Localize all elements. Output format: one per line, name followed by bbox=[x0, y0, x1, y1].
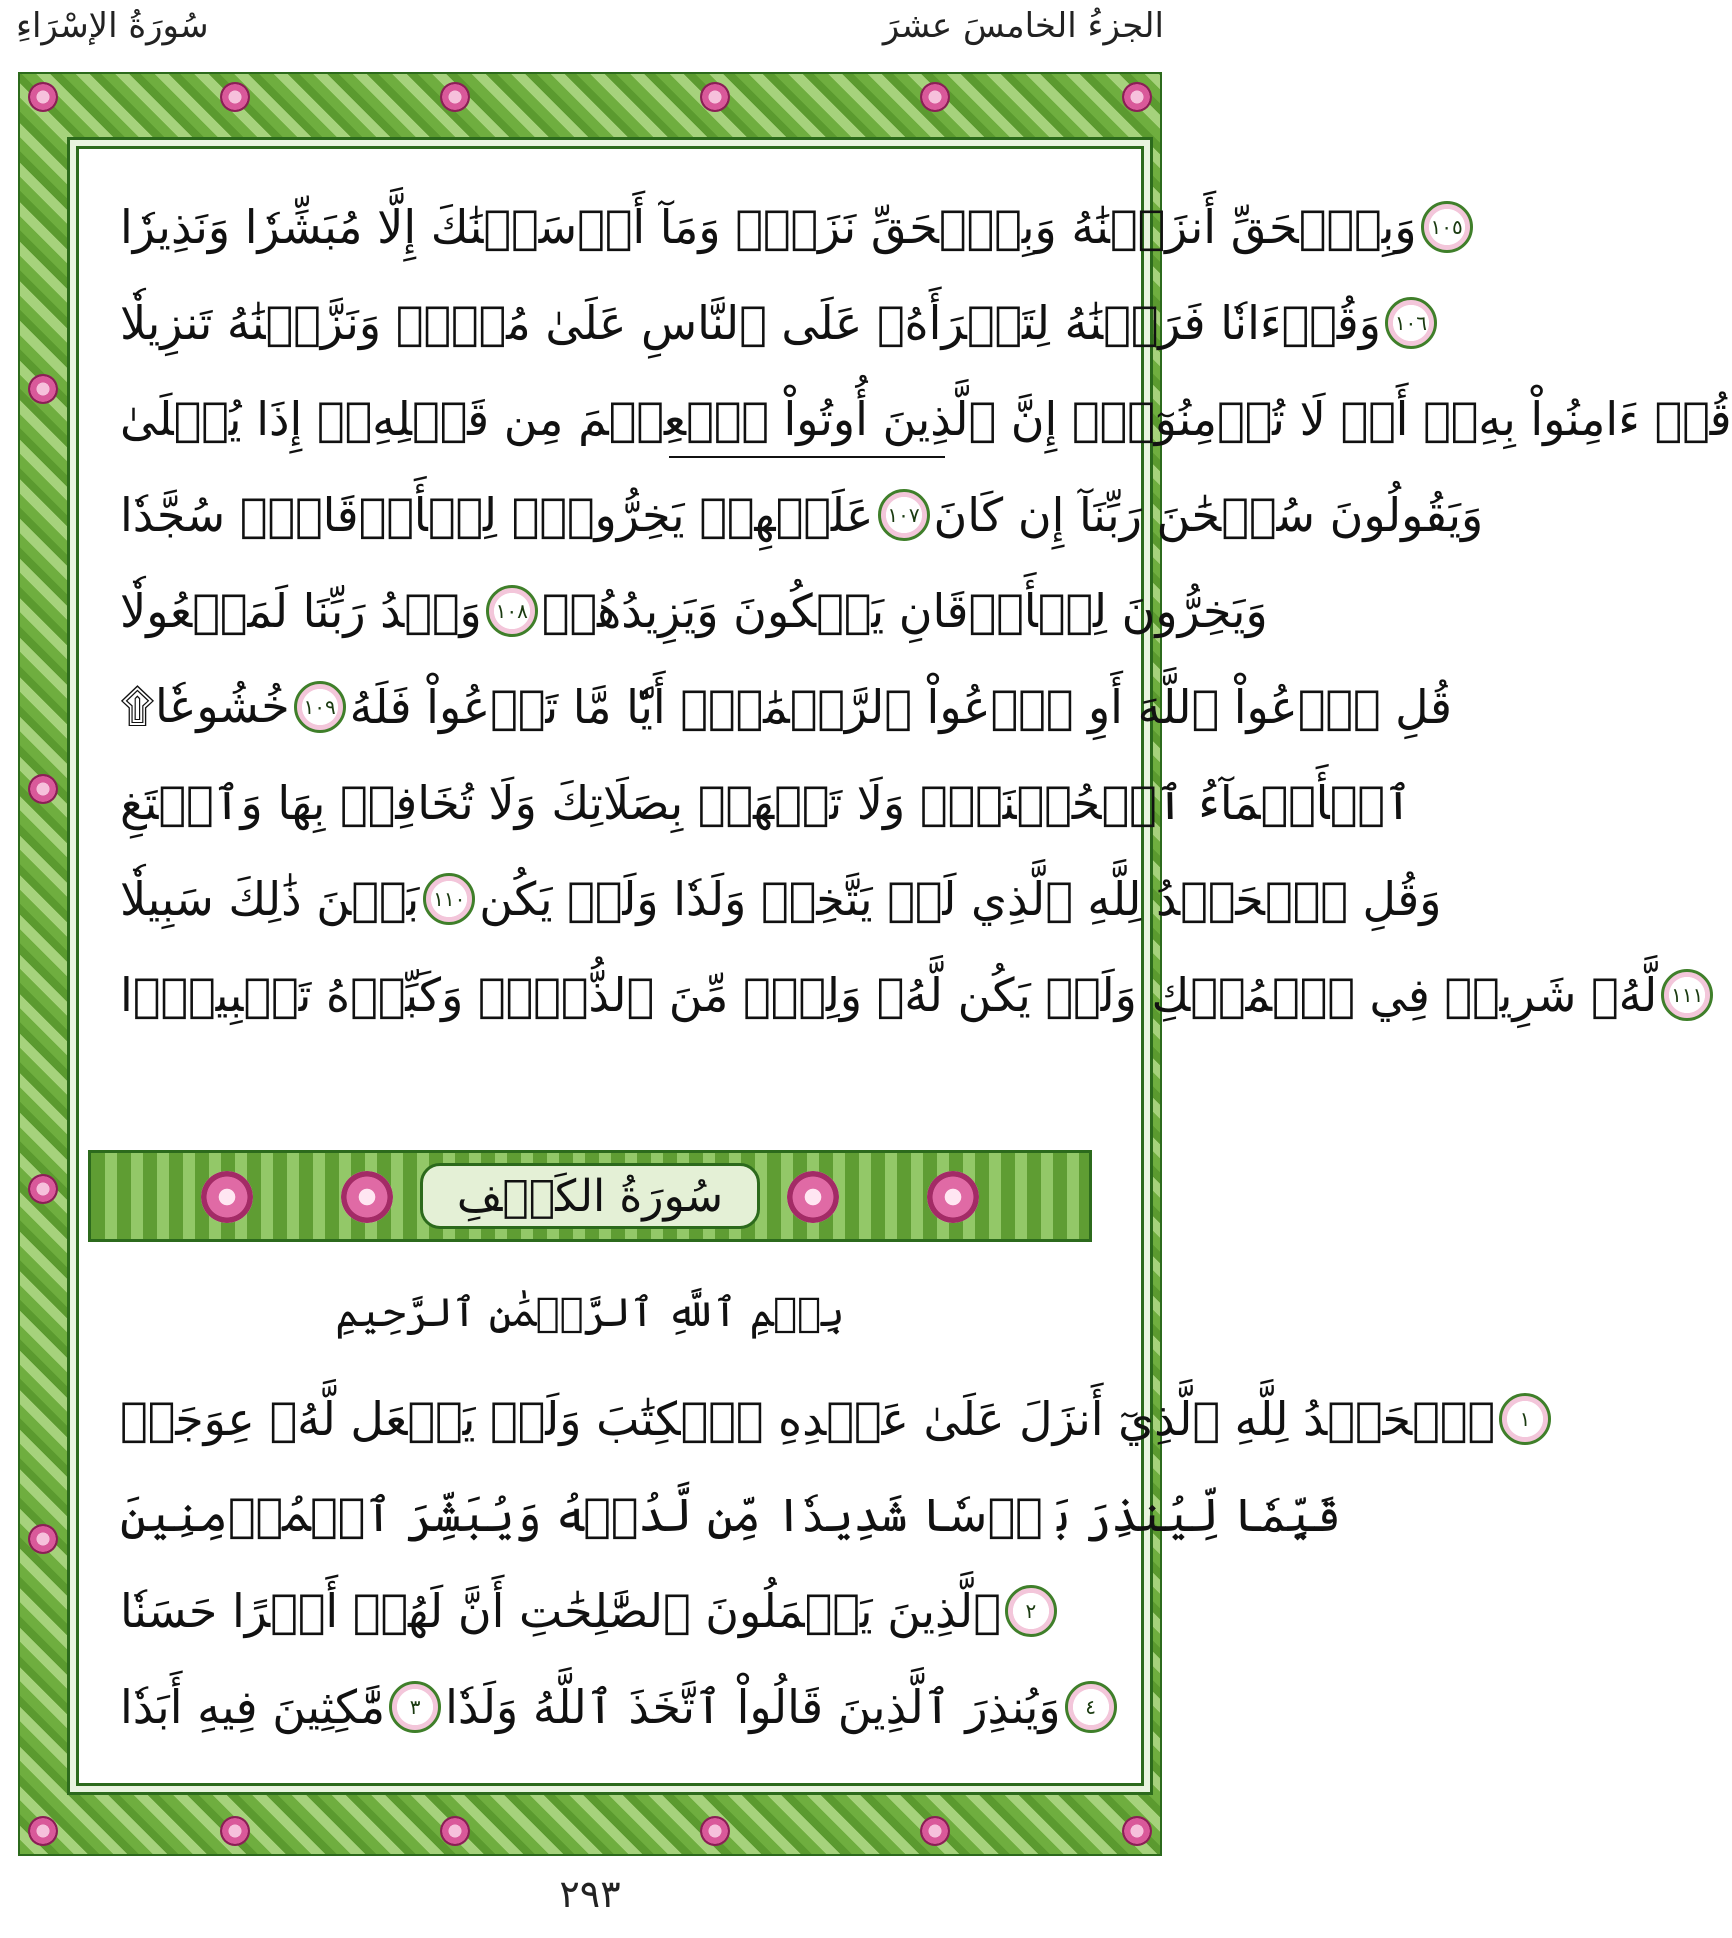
border-rosette-icon bbox=[440, 82, 470, 112]
page-header bbox=[0, 0, 1180, 64]
verse-text: وَيَقُولُونَ سُبۡحَٰنَ رَبِّنَآ إِن كَانَ bbox=[933, 488, 1484, 542]
verse-text: وَقُلِ ٱلۡحَمۡدُ لِلَّهِ ٱلَّذِي لَمۡ يَتَّخِذۡ وَلَدٗا وَلَمۡ يَكُن bbox=[479, 872, 1442, 926]
border-rosette-icon bbox=[28, 1174, 58, 1204]
verse-text: خُشُوعٗا۩ bbox=[120, 679, 290, 733]
basmala: بِسۡمِ ٱللَّهِ ٱلرَّحۡمَٰنِ ٱلرَّحِيمِ bbox=[335, 1290, 845, 1336]
verse-line bbox=[120, 480, 1484, 550]
ayah-marker-icon: ١٠٦ bbox=[1385, 297, 1437, 349]
border-rosette-icon bbox=[1122, 82, 1152, 112]
ayah-marker-icon: ١٠٧ bbox=[878, 489, 930, 541]
border-rosette-icon bbox=[28, 374, 58, 404]
surah-header-banner bbox=[88, 1150, 1092, 1242]
verse-text: لَّهُۥ شَرِيكٞ فِي ٱلۡمُلۡكِ وَلَمۡ يَكُن لَّهُۥ وَلِيّٞ مِّنَ ٱلذُّلِّۖ وَكَبِّرۡهُ تَكۡبِيرَۢا bbox=[120, 968, 1658, 1022]
flower-ornament-icon bbox=[201, 1171, 253, 1223]
verse-text: وَعۡدُ رَبِّنَا لَمَفۡعُولٗا bbox=[120, 584, 482, 638]
juz-label: الجزءُ الخامسَ عشرَ bbox=[882, 6, 1164, 46]
verse-text: وَقُرۡءَانٗا فَرَقۡنَٰهُ لِتَقۡرَأَهُۥ عَلَى ٱلنَّاسِ عَلَىٰ مُكۡثٖ وَنَزَّلۡنَٰهُ تَنزِيلٗا bbox=[120, 296, 1381, 350]
verse-line bbox=[120, 864, 1442, 934]
border-rosette-icon bbox=[440, 1816, 470, 1846]
verse-line bbox=[120, 768, 1412, 838]
border-rosette-icon bbox=[28, 1816, 58, 1846]
verse-text: وَيَخِرُّونَ لِلۡأَذۡقَانِ يَبۡكُونَ وَيَزِيدُهُمۡ bbox=[541, 584, 1268, 638]
border-rosette-icon bbox=[28, 82, 58, 112]
surah-title: سُورَةُ الكَهۡفِ bbox=[420, 1163, 760, 1229]
verse-line bbox=[120, 576, 1268, 646]
ayah-marker-icon: ٤ bbox=[1065, 1681, 1117, 1733]
border-rosette-icon bbox=[1122, 1816, 1152, 1846]
ayah-marker-icon: ١١١ bbox=[1661, 969, 1713, 1021]
verse-text: وَبِٱلۡحَقِّ أَنزَلۡنَٰهُ وَبِٱلۡحَقِّ نَزَلَۗ وَمَآ أَرۡسَلۡنَٰكَ إِلَّا مُبَشِّرٗا وَنَذِيرٗا bbox=[120, 200, 1417, 254]
verse-text: مَّٰكِثِينَ فِيهِ أَبَدٗا bbox=[120, 1680, 386, 1734]
verse-text: عَلَيۡهِمۡ يَخِرُّونَۤ لِلۡأَذۡقَانِۤ سُجَّدٗا bbox=[120, 488, 874, 542]
verse-line bbox=[120, 1384, 1531, 1454]
border-rosette-icon bbox=[700, 1816, 730, 1846]
verse-line bbox=[120, 960, 1704, 1030]
verse-line bbox=[120, 1576, 1060, 1646]
verse-line bbox=[120, 1672, 1096, 1742]
border-rosette-icon bbox=[28, 1524, 58, 1554]
surah-label: سُورَةُ الإسْرَاءِ bbox=[16, 6, 209, 46]
border-rosette-icon bbox=[220, 82, 250, 112]
verse-text: ٱلَّذِينَ يَعۡمَلُونَ ٱلصَّٰلِحَٰتِ أَنَّ لَهُمۡ أَجۡرًا حَسَنٗا bbox=[120, 1584, 1001, 1638]
verse-text: ٱلۡأَسۡمَآءُ ٱلۡحُسۡنَىٰۚ وَلَا تَجۡهَرۡ بِصَلَاتِكَ وَلَا تُخَافِتۡ بِهَا وَٱبۡتَغِ bbox=[120, 776, 1412, 830]
verse-text: ٱلۡحَمۡدُ لِلَّهِ ٱلَّذِيٓ أَنزَلَ عَلَىٰ عَبۡدِهِ ٱلۡكِتَٰبَ وَلَمۡ يَجۡعَل لَّهُۥ عِوَجَاۜ bbox=[120, 1392, 1495, 1446]
border-rosette-icon bbox=[700, 82, 730, 112]
page-number: ٢٩٣ bbox=[559, 1872, 621, 1916]
ayah-marker-icon: ١٠٨ bbox=[486, 585, 538, 637]
verse-text: بَيۡنَ ذَٰلِكَ سَبِيلٗا bbox=[120, 872, 420, 926]
verse-text: قَيِّمٗا لِّيُنذِرَ بَأۡسٗا شَدِيدٗا مِّن لَّدُنۡهُ وَيُبَشِّرَ ٱلۡمُؤۡمِنِينَ bbox=[120, 1488, 1342, 1542]
verse-line bbox=[120, 384, 1732, 454]
verse-text: قُلِ ٱدۡعُواْ ٱللَّهَ أَوِ ٱدۡعُواْ ٱلرَّحۡمَٰنَۖ أَيّٗا مَّا تَدۡعُواْ فَلَهُ bbox=[349, 680, 1452, 734]
verse-line bbox=[120, 672, 1452, 742]
flower-ornament-icon bbox=[927, 1171, 979, 1223]
ayah-marker-icon: ١٠٩ bbox=[294, 681, 346, 733]
ayah-marker-icon: ٣ bbox=[389, 1681, 441, 1733]
ayah-marker-icon: ١١٠ bbox=[423, 873, 475, 925]
ayah-marker-icon: ١٠٥ bbox=[1421, 201, 1473, 253]
verse-line bbox=[120, 192, 1463, 262]
flower-ornament-icon bbox=[787, 1171, 839, 1223]
sajda-overline bbox=[669, 456, 945, 458]
verse-line bbox=[120, 288, 1428, 358]
verse-text: قُلۡ ءَامِنُواْ بِهِۦٓ أَوۡ لَا تُؤۡمِنُوٓاْۚ إِنَّ ٱلَّذِينَ أُوتُواْ ٱلۡعِلۡمَ مِن قَبۡلِهِۦٓ إِذَا يُتۡلَىٰ bbox=[120, 392, 1732, 446]
flower-ornament-icon bbox=[341, 1171, 393, 1223]
border-rosette-icon bbox=[920, 82, 950, 112]
border-rosette-icon bbox=[220, 1816, 250, 1846]
ayah-marker-icon: ٢ bbox=[1005, 1585, 1057, 1637]
border-rosette-icon bbox=[920, 1816, 950, 1846]
ayah-marker-icon: ١ bbox=[1499, 1393, 1551, 1445]
verse-text: وَيُنذِرَ ٱلَّذِينَ قَالُواْ ٱتَّخَذَ ٱللَّهُ وَلَدٗا bbox=[445, 1680, 1061, 1734]
border-rosette-icon bbox=[28, 774, 58, 804]
verse-line bbox=[120, 1480, 1342, 1550]
